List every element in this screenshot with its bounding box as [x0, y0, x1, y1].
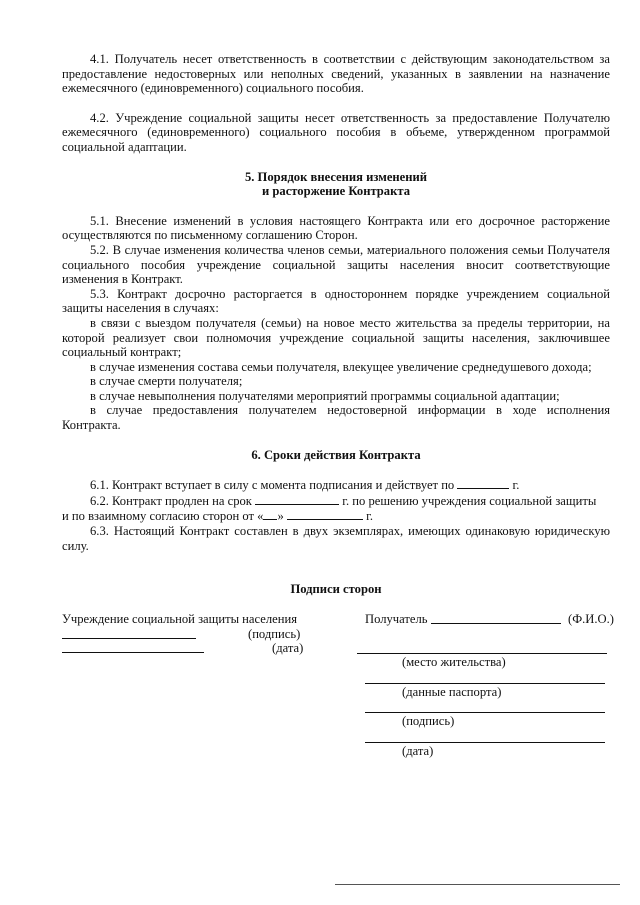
day-blank — [263, 508, 277, 520]
section-5-subtitle: и расторжение Контракта — [261, 184, 410, 199]
case-nonfulfillment: в случае невыполнения получателями мероприятий программы социальной адаптации; — [90, 388, 560, 403]
passport-label: (данные паспорта) — [402, 685, 502, 699]
org-date-line — [62, 652, 204, 653]
org-signature — [62, 612, 312, 656]
clause-6-2-text-c: и по взаимному согласию сторон от « — [62, 509, 264, 524]
section-6-title: 6. Сроки действия Контракта — [251, 447, 421, 462]
residence-line — [357, 653, 607, 654]
recipient-date-line — [365, 742, 605, 743]
case-death: в случае смерти получателя; — [90, 374, 243, 389]
section-5-title: 5. Порядок внесения изменений — [244, 169, 428, 184]
clause-6-2-year: г. — [366, 509, 373, 524]
clause-4-2: 4.2. Учреждение социальной защиты несет ответственность за предоставление Получателю ежемесячного (единовременного) социального пособия в объеме, утвержденном программой социальной адаптации. — [62, 110, 610, 154]
recipient-sign-label: (подпись) — [402, 714, 455, 728]
clause-6-2-quote: » — [277, 509, 284, 524]
clause-5-2: 5.2. В случае изменения количества членов семьи, материального положения семьи Получателя социального пособия учреждение социальной защиты населения вносит соответствующие изменения в Контракт. — [62, 242, 610, 287]
recipient-signature — [365, 612, 614, 758]
clause-6-2-text-b: г. по решению учреждения социальной защиты — [342, 493, 597, 508]
signature-block — [62, 612, 614, 772]
case-false-info: в случае предоставления получателем недостоверной информации в ходе исполнения Контракта. — [62, 403, 610, 433]
page-edge-line — [335, 884, 620, 885]
clause-5-3: 5.3. Контракт досрочно расторгается в одностороннем порядке учреждением социальной защиты населения в случаях: — [62, 286, 610, 316]
org-date-label: (дата) — [272, 641, 304, 656]
recipient-label: Получатель — [365, 612, 428, 626]
passport-line — [365, 683, 605, 684]
recipient-date-label: (дата) — [402, 744, 434, 758]
clause-6-1-text: 6.1. Контракт вступает в силу с момента подписания и действует по — [90, 478, 455, 493]
signatures-title: Подписи сторон — [290, 582, 382, 596]
case-relocation: в связи с выездом получателя (семьи) на новое место жительства за пределы территории, на которой реализует свои полномочия учреждение социальной защиты населения, заключившее социальный контракт; — [62, 315, 610, 360]
extension-term-blank — [255, 493, 339, 505]
clause-6-3: 6.3. Настоящий Контракт составлен в двух экземплярах, имеющих одинаковую юридическую силу. — [62, 524, 610, 553]
clause-4-1: 4.1. Получатель несет ответственность в соответствии с действующим законодательством за предоставление недостоверных или неполных сведений, указанных в заявлении на назначение ежемесячного (единовременного) социального пособия. — [62, 52, 610, 96]
case-family-change: в случае изменения состава семьи получателя, влекущее увеличение среднедушевого дохода; — [90, 359, 592, 374]
clause-5-1: 5.1. Внесение изменений в условия настоящего Контракта или его досрочное расторжение осуществляются по письменному соглашению Сторон. — [62, 213, 610, 243]
month-blank — [287, 508, 363, 520]
clause-6-2 — [62, 493, 610, 509]
clause-6-1-year: г. — [512, 478, 520, 493]
residence-label: (место жительства) — [402, 655, 506, 669]
org-sign-label: (подпись) — [248, 626, 301, 641]
clause-6-2-text: 6.2. Контракт продлен на срок — [90, 493, 252, 508]
document-page — [62, 52, 610, 568]
org-name: Учреждение социальной защиты населения — [62, 612, 297, 626]
recipient-name-line — [431, 623, 561, 624]
end-date-blank — [457, 477, 509, 489]
recipient-sign-line — [365, 712, 605, 713]
clause-6-1 — [62, 477, 610, 493]
clause-6-2-cont — [62, 508, 610, 524]
org-signature-line — [62, 638, 196, 639]
fio-label: (Ф.И.О.) — [568, 612, 614, 626]
